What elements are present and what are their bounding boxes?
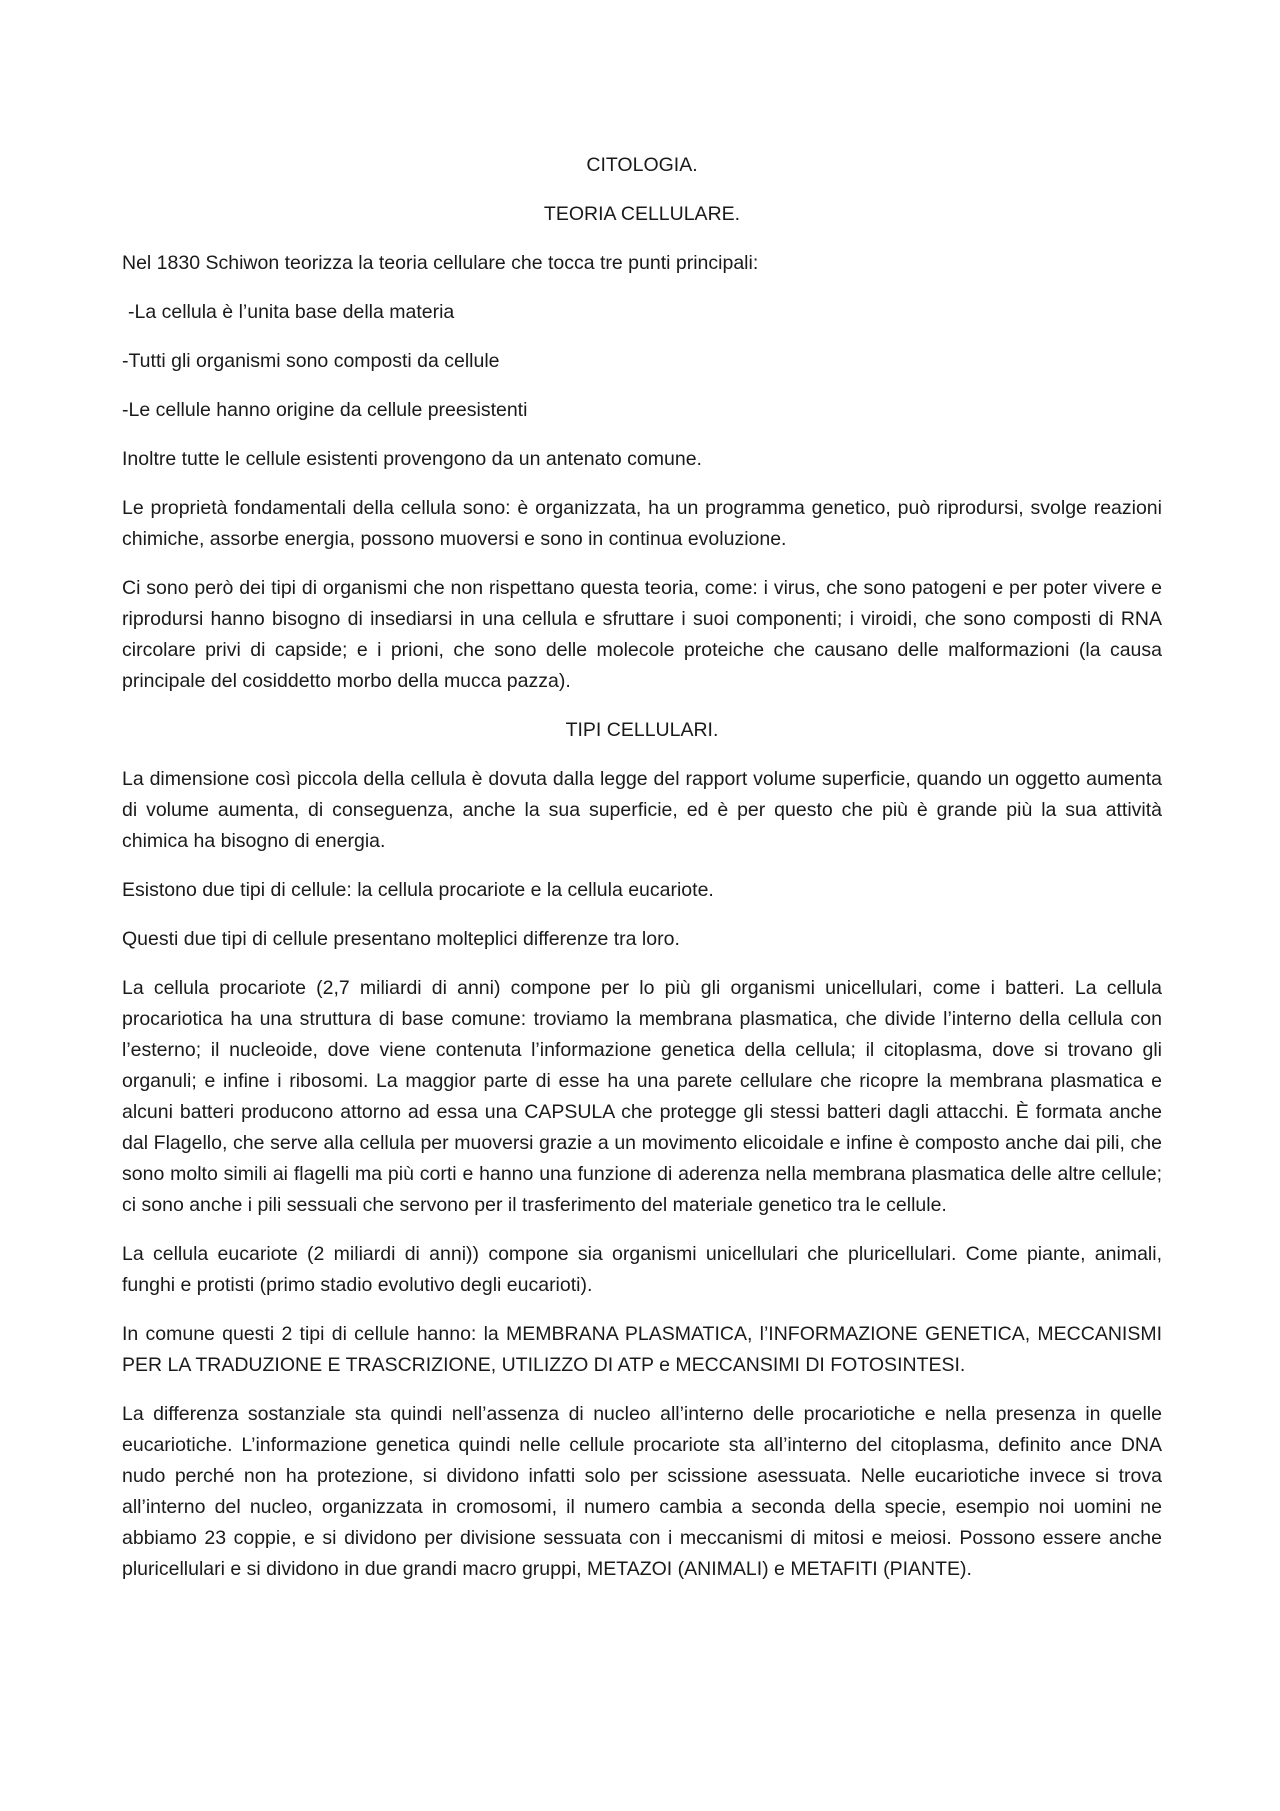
list-item: -Tutti gli organismi sono composti da cellule bbox=[122, 350, 500, 372]
paragraph: Esistono due tipi di cellule: la cellula procariote e la cellula eucariote. bbox=[122, 879, 714, 901]
paragraph: Questi due tipi di cellule presentano molteplici differenze tra loro. bbox=[122, 928, 680, 950]
section-heading-teoria-cellulare: TEORIA CELLULARE. bbox=[543, 203, 741, 225]
list-item: -La cellula è l’unita base della materia bbox=[128, 301, 455, 323]
section-heading-tipi-cellulari: TIPI CELLULARI. bbox=[565, 719, 719, 741]
paragraph: La cellula eucariote (2 miliardi di anni)) compone sia organismi unicellulari che pluricellulari. Come piante, animali, funghi e protisti (primo stadio evolutivo degli eucarioti). bbox=[122, 1243, 1162, 1296]
paragraph: Inoltre tutte le cellule esistenti provengono da un antenato comune. bbox=[122, 448, 702, 470]
paragraph: Le proprietà fondamentali della cellula sono: è organizzata, ha un programma genetico, può riprodursi, svolge reazioni chimiche, assorbe energia, possono muoversi e sono in continua evoluzione. bbox=[122, 497, 1162, 550]
paragraph: Nel 1830 Schiwon teorizza la teoria cellulare che tocca tre punti principali: bbox=[122, 252, 759, 274]
paragraph: Ci sono però dei tipi di organismi che non rispettano questa teoria, come: i virus, che sono patogeni e per poter vivere e riprodursi hanno bisogno di insediarsi in una cellula e sfruttare i suoi componenti; i viroidi, che sono composti di RNA circolare privi di capside; e i prioni, che sono delle molecole proteiche che causano delle malformazioni (la causa principale del cosiddetto morbo della mucca pazza). bbox=[122, 577, 1162, 692]
paragraph: La differenza sostanziale sta quindi nell’assenza di nucleo all’interno delle procariotiche e nella presenza in quelle eucariotiche. L’informazione genetica quindi nelle cellule procariote sta all’interno del citoplasma, definito ance DNA nudo perché non ha protezione, si dividono infatti solo per scissione asessuata. Nelle eucariotiche invece si trova all’interno del nucleo, organizzata in cromosomi, il numero cambia a seconda della specie, esempio noi uomini ne abbiamo 23 coppie, e si dividono per divisione sessuata con i meccanismi di mitosi e meiosi. Possono essere anche pluricellulari e si dividono in due grandi macro gruppi, METAZOI (ANIMALI) e METAFITI (PIANTE). bbox=[122, 1403, 1162, 1580]
paragraph: La dimensione così piccola della cellula è dovuta dalla legge del rapport volume superficie, quando un oggetto aumenta di volume aumenta, di conseguenza, anche la sua superficie, ed è per questo che più è grande più la sua attività chimica ha bisogno di energia. bbox=[122, 768, 1162, 852]
list-item: -Le cellule hanno origine da cellule preesistenti bbox=[122, 399, 528, 421]
paragraph: In comune questi 2 tipi di cellule hanno: la MEMBRANA PLASMATICA, l’INFORMAZIONE GENETICA, MECCANISMI PER LA TRADUZIONE E TRASCRIZIONE, UTILIZZO DI ATP e MECCANSIMI DI FOTOSINTESI. bbox=[122, 1323, 1162, 1376]
document-page bbox=[122, 150, 1162, 1603]
document-title: CITOLOGIA. bbox=[586, 154, 698, 176]
paragraph: La cellula procariote (2,7 miliardi di anni) compone per lo più gli organismi unicellulari, come i batteri. La cellula procariotica ha una struttura di base comune: troviamo la membrana plasmatica, che divide l’interno della cellula con l’esterno; il nucleoide, dove viene contenuta l’informazione genetica della cellula; il citoplasma, dove si trovano gli organuli; e infine i ribosomi. La maggior parte di esse ha una parete cellulare che ricopre la membrana plasmatica e alcuni batteri producono attorno ad essa una CAPSULA che protegge gli stessi batteri dagli attacchi. È formata anche dal Flagello, che serve alla cellula per muoversi grazie a un movimento elicoidale e infine è composto anche dai pili, che sono molto simili ai flagelli ma più corti e hanno una funzione di aderenza nella membrana plasmatica delle altre cellule; ci sono anche i pili sessuali che servono per il trasferimento del materiale genetico tra le cellule. bbox=[122, 977, 1162, 1216]
